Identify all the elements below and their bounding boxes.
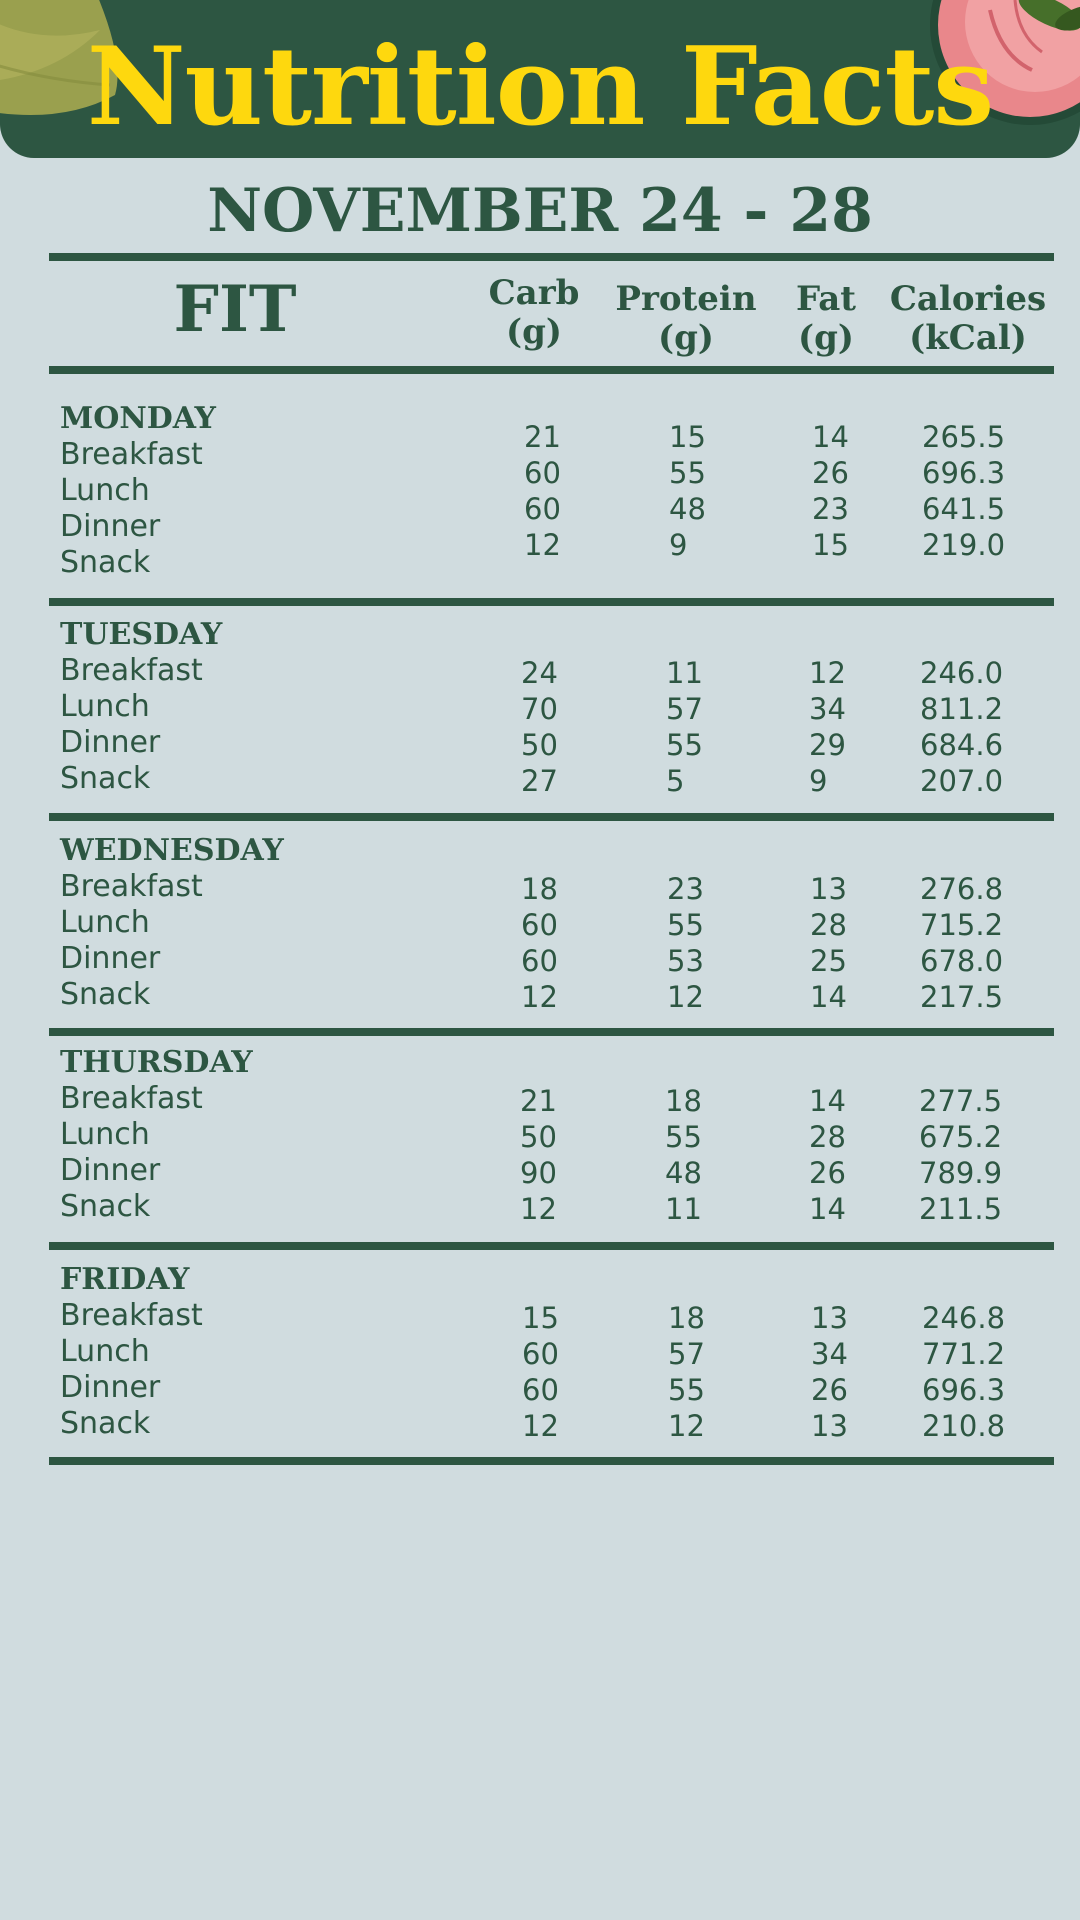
value-carb: 70	[521, 692, 558, 726]
value-carb: 18	[521, 872, 558, 906]
value-calories: 246.0	[920, 656, 1004, 690]
value-protein: 55	[666, 728, 703, 762]
divider	[49, 1028, 1054, 1036]
divider	[49, 1457, 1054, 1465]
value-fat: 34	[809, 692, 846, 726]
value-carb: 60	[521, 944, 558, 978]
value-carb: 15	[522, 1301, 559, 1335]
value-protein: 5	[666, 764, 685, 798]
column-header-protein: Protein (g)	[615, 279, 757, 358]
meal-label: Lunch	[60, 689, 150, 724]
value-carb: 60	[524, 492, 561, 526]
value-calories: 207.0	[920, 764, 1004, 798]
meal-label: Dinner	[60, 1153, 161, 1188]
date-range-heading: NOVEMBER 24 - 28	[207, 176, 873, 246]
meal-label: Breakfast	[60, 869, 203, 904]
value-calories: 696.3	[922, 456, 1006, 490]
value-fat: 23	[812, 492, 849, 526]
value-protein: 18	[665, 1084, 702, 1118]
value-carb: 60	[521, 908, 558, 942]
value-protein: 9	[669, 528, 688, 562]
value-carb: 12	[521, 980, 558, 1014]
value-fat: 15	[812, 528, 849, 562]
meal-label: Snack	[60, 1406, 151, 1441]
value-calories: 696.3	[922, 1373, 1006, 1407]
value-fat: 26	[809, 1156, 846, 1190]
meal-label: Dinner	[60, 1370, 161, 1405]
header-banner	[0, 0, 1080, 158]
value-carb: 12	[520, 1192, 557, 1226]
value-fat: 13	[810, 872, 847, 906]
value-protein: 57	[668, 1337, 705, 1371]
divider	[49, 1242, 1054, 1250]
value-carb: 60	[524, 456, 561, 490]
value-calories: 811.2	[920, 692, 1004, 726]
value-carb: 50	[520, 1120, 557, 1154]
meal-label: Lunch	[60, 473, 150, 508]
value-fat: 14	[809, 1192, 846, 1226]
value-protein: 23	[667, 872, 704, 906]
value-fat: 12	[809, 656, 846, 690]
page-title: Nutrition Facts	[86, 24, 994, 150]
value-protein: 18	[668, 1301, 705, 1335]
value-protein: 11	[665, 1192, 702, 1226]
meal-label: Dinner	[60, 941, 161, 976]
meal-label: Breakfast	[60, 653, 203, 688]
meal-label: Snack	[60, 761, 151, 796]
value-carb: 60	[522, 1337, 559, 1371]
value-protein: 57	[666, 692, 703, 726]
value-calories: 246.8	[922, 1301, 1006, 1335]
value-carb: 24	[521, 656, 558, 690]
value-fat: 26	[811, 1373, 848, 1407]
meal-label: Snack	[60, 977, 151, 1012]
value-carb: 60	[522, 1373, 559, 1407]
value-protein: 15	[669, 420, 706, 454]
value-calories: 277.5	[919, 1084, 1003, 1118]
meal-label: Lunch	[60, 1334, 150, 1369]
value-carb: 12	[522, 1409, 559, 1443]
value-fat: 13	[811, 1301, 848, 1335]
value-calories: 771.2	[922, 1337, 1006, 1371]
value-protein: 12	[667, 980, 704, 1014]
value-calories: 715.2	[920, 908, 1004, 942]
column-header-carb: Carb (g)	[488, 273, 580, 352]
meal-label: Dinner	[60, 509, 161, 544]
value-protein: 55	[667, 908, 704, 942]
value-fat: 34	[811, 1337, 848, 1371]
value-carb: 90	[520, 1156, 557, 1190]
value-carb: 12	[524, 528, 561, 562]
value-calories: 210.8	[922, 1409, 1006, 1443]
divider	[49, 813, 1054, 821]
value-calories: 675.2	[919, 1120, 1003, 1154]
value-calories: 684.6	[920, 728, 1004, 762]
value-fat: 28	[810, 908, 847, 942]
value-calories: 789.9	[919, 1156, 1003, 1190]
value-protein: 55	[665, 1120, 702, 1154]
value-fat: 28	[809, 1120, 846, 1154]
value-calories: 211.5	[919, 1192, 1003, 1226]
value-fat: 9	[809, 764, 828, 798]
value-calories: 265.5	[922, 420, 1006, 454]
meal-label: Dinner	[60, 725, 161, 760]
value-calories: 678.0	[920, 944, 1004, 978]
meal-label: Breakfast	[60, 437, 203, 472]
day-label: WEDNESDAY	[60, 833, 284, 868]
meal-label: Lunch	[60, 905, 150, 940]
plan-label: FIT	[173, 272, 297, 347]
value-protein: 55	[668, 1373, 705, 1407]
day-label: TUESDAY	[60, 617, 223, 652]
value-carb: 50	[521, 728, 558, 762]
value-fat: 14	[809, 1084, 846, 1118]
value-fat: 29	[809, 728, 846, 762]
value-protein: 48	[669, 492, 706, 526]
value-protein: 48	[665, 1156, 702, 1190]
meal-label: Breakfast	[60, 1081, 203, 1116]
day-label: FRIDAY	[60, 1262, 190, 1297]
divider	[49, 366, 1054, 374]
value-fat: 14	[812, 420, 849, 454]
divider	[49, 598, 1054, 606]
meal-label: Snack	[60, 545, 151, 580]
value-protein: 12	[668, 1409, 705, 1443]
column-header-fat: Fat (g)	[795, 279, 856, 358]
value-carb: 27	[521, 764, 558, 798]
value-fat: 25	[810, 944, 847, 978]
day-label: MONDAY	[60, 401, 216, 436]
meal-label: Lunch	[60, 1117, 150, 1152]
value-fat: 14	[810, 980, 847, 1014]
value-carb: 21	[524, 420, 561, 454]
value-protein: 11	[666, 656, 703, 690]
meal-label: Breakfast	[60, 1298, 203, 1333]
value-calories: 276.8	[920, 872, 1004, 906]
divider	[49, 253, 1054, 261]
value-fat: 13	[811, 1409, 848, 1443]
value-calories: 217.5	[920, 980, 1004, 1014]
value-fat: 26	[812, 456, 849, 490]
value-calories: 219.0	[922, 528, 1006, 562]
meal-label: Snack	[60, 1189, 151, 1224]
day-label: THURSDAY	[60, 1045, 253, 1080]
value-carb: 21	[520, 1084, 557, 1118]
column-header-calories: Calories (kCal)	[889, 279, 1047, 358]
value-protein: 55	[669, 456, 706, 490]
value-calories: 641.5	[922, 492, 1006, 526]
value-protein: 53	[667, 944, 704, 978]
